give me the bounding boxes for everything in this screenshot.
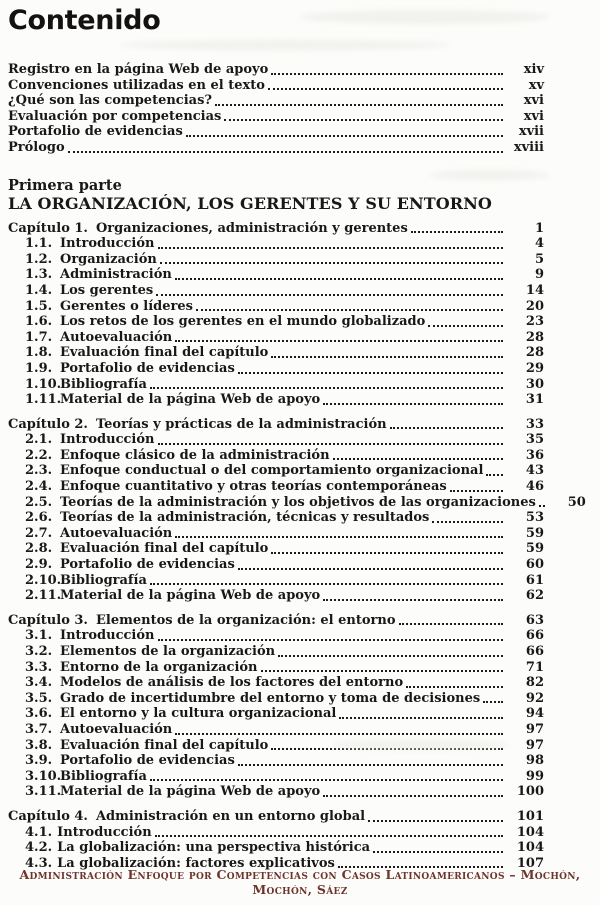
- section-title: Portafolio de evidencias: [60, 557, 235, 573]
- chapter-heading-row: [8, 417, 544, 433]
- dot-leader: [238, 568, 503, 570]
- section-number: 2.1.: [25, 432, 53, 448]
- section-row: [8, 753, 544, 769]
- section-row: [8, 722, 544, 738]
- section-row: [8, 825, 544, 841]
- page-number: 29: [525, 360, 544, 376]
- section-number: 3.4.: [25, 675, 53, 691]
- section-title: Bibliografía: [60, 376, 147, 392]
- section-row: [8, 314, 544, 330]
- dot-leader: [150, 583, 503, 585]
- section-title: Teorías de la administración, técnicas y resultados: [60, 510, 430, 526]
- section-title: Introducción: [57, 824, 152, 840]
- dot-leader: [268, 88, 503, 90]
- section-row: [8, 840, 544, 856]
- chapter-label: Capítulo 2.: [8, 416, 88, 432]
- dot-leader: [406, 686, 503, 688]
- section-row: [8, 675, 544, 691]
- chapter-block: [8, 613, 544, 800]
- toc-row-front-matter: [8, 140, 544, 156]
- section-row: [8, 706, 544, 722]
- section-title: Los retos de los gerentes en el mundo globalizado: [60, 314, 426, 330]
- section-title: Enfoque clásico de la administración: [60, 447, 330, 463]
- section-number: 2.7.: [25, 525, 53, 541]
- section-row: [8, 510, 544, 526]
- section-row: [8, 377, 544, 393]
- dot-leader: [483, 701, 503, 703]
- chapter-title: Teorías y prácticas de la administración: [95, 416, 387, 432]
- dot-leader: [271, 73, 503, 75]
- section-number: 1.8.: [25, 345, 53, 361]
- section-title: Introducción: [60, 432, 155, 448]
- dot-leader: [156, 294, 503, 296]
- section-title: Entorno de la organización: [60, 659, 258, 675]
- page-number: 82: [525, 675, 544, 691]
- dot-leader: [215, 104, 503, 106]
- toc-row-front-matter: [8, 109, 544, 125]
- section-number: 1.6.: [25, 314, 53, 330]
- page-number: xvii: [518, 124, 544, 140]
- dot-leader: [411, 231, 503, 233]
- page-number: 46: [525, 479, 544, 495]
- page-number: 66: [525, 644, 544, 659]
- section-row: [8, 738, 544, 754]
- page-number: 104: [516, 840, 544, 856]
- section-row: [8, 252, 544, 268]
- section-number: 3.9.: [25, 753, 53, 769]
- page-number: 101: [516, 808, 544, 824]
- dot-leader: [175, 278, 503, 280]
- dot-leader: [539, 505, 545, 507]
- section-number: 3.7.: [25, 721, 53, 737]
- chapter-title: Organizaciones, administración y gerentes: [95, 220, 408, 236]
- page-number: 4: [534, 236, 544, 252]
- section-row: [8, 557, 544, 573]
- section-row: [8, 784, 544, 800]
- page-number: xvi: [523, 93, 544, 109]
- dot-leader: [323, 795, 503, 797]
- toc-entry-label: Portafolio de evidencias: [8, 124, 183, 140]
- section-number: 4.1.: [25, 824, 53, 840]
- section-number: 2.8.: [25, 541, 53, 557]
- page-number: 28: [525, 329, 544, 345]
- part-heading: [8, 177, 544, 213]
- page-number: 28: [525, 345, 544, 361]
- section-title: La globalización: factores explicativos: [57, 855, 335, 871]
- section-title: Modelos de análisis de los factores del entorno: [60, 675, 404, 691]
- page-number: 100: [516, 784, 544, 800]
- page-number: 71: [525, 659, 544, 675]
- section-title: Enfoque conductual o del comportamiento organizacional: [60, 463, 484, 479]
- section-number: 1.9.: [25, 360, 53, 376]
- section-number: 1.5.: [25, 298, 53, 314]
- page-number: 99: [525, 768, 544, 784]
- part-kicker: Primera parte: [8, 176, 122, 194]
- page-number: 35: [525, 432, 544, 448]
- page-number: 5: [534, 251, 544, 267]
- chapter-block: [8, 221, 544, 408]
- section-row: [8, 526, 544, 542]
- section-title: Material de la página Web de apoyo: [60, 588, 321, 604]
- page-number: 97: [525, 721, 544, 737]
- dot-leader: [175, 536, 503, 538]
- section-title: Enfoque cuantitativo y otras teorías contemporáneas: [60, 479, 447, 495]
- section-number: 4.2.: [25, 840, 53, 856]
- toc-entry-label: ¿Qué son las competencias?: [8, 93, 213, 109]
- dot-leader: [158, 247, 504, 249]
- dot-leader: [158, 639, 504, 641]
- section-row: [8, 588, 544, 604]
- dot-leader: [238, 764, 503, 766]
- section-number: 3.8.: [25, 737, 53, 753]
- chapter-heading-row: [8, 809, 544, 825]
- dot-leader: [158, 443, 504, 445]
- front-matter-list: [8, 62, 544, 156]
- dot-leader: [278, 655, 503, 657]
- dot-leader: [224, 119, 503, 121]
- page-title: Contenido: [8, 5, 161, 36]
- section-row: [8, 479, 544, 495]
- toc-entry-label: Convenciones utilizadas en el texto: [8, 77, 265, 93]
- dot-leader: [68, 151, 503, 153]
- section-row: [8, 463, 544, 479]
- section-row: [8, 644, 544, 660]
- section-title: El entorno y la cultura organizacional: [60, 706, 337, 722]
- page-number: 63: [525, 612, 544, 628]
- page-number: 66: [525, 628, 544, 644]
- page-number: 20: [525, 298, 544, 314]
- dot-leader: [428, 325, 503, 327]
- page-number: 43: [525, 463, 544, 479]
- chapter-block: [8, 416, 586, 604]
- section-title: Los gerentes: [60, 282, 154, 298]
- section-title: Evaluación final del capítulo: [60, 541, 269, 557]
- section-title: Material de la página Web de apoyo: [60, 392, 321, 408]
- section-number: 1.3.: [25, 267, 53, 283]
- section-row: [8, 691, 544, 707]
- section-number: 2.5.: [25, 494, 53, 510]
- section-number: 2.10.: [25, 572, 62, 588]
- section-title: Administración: [60, 267, 172, 283]
- section-number: 2.4.: [25, 479, 53, 495]
- page-number: xv: [528, 77, 544, 93]
- page-number: 62: [525, 588, 544, 604]
- page-number: 59: [525, 525, 544, 541]
- section-title: Teorías de la administración y los objetivos de las organizaciones: [60, 494, 536, 510]
- section-number: 4.3.: [25, 855, 53, 871]
- dot-leader: [150, 779, 503, 781]
- section-title: Autoevaluación: [60, 525, 173, 541]
- chapter-title: Elementos de la organización: el entorno: [95, 612, 396, 628]
- section-title: Autoevaluación: [60, 721, 173, 737]
- page-number: 9: [534, 267, 544, 283]
- dot-leader: [323, 599, 503, 601]
- page-number: 50: [567, 494, 586, 510]
- toc-row-front-matter: [8, 124, 544, 140]
- page-number: 94: [525, 706, 544, 722]
- toc-row-front-matter: [8, 78, 544, 94]
- section-number: 3.10.: [25, 768, 62, 784]
- dot-leader: [175, 733, 503, 735]
- dot-leader: [399, 623, 504, 625]
- toc-entry-label: Prólogo: [8, 139, 65, 155]
- section-number: 3.1.: [25, 628, 53, 644]
- toc-row-front-matter: [8, 62, 544, 78]
- section-number: 1.10.: [25, 376, 62, 392]
- section-number: 1.1.: [25, 236, 53, 252]
- toc-entry-label: Evaluación por competencias: [8, 108, 222, 124]
- chapter-heading-row: [8, 221, 544, 237]
- dot-leader: [486, 474, 503, 476]
- section-title: Organización: [60, 251, 157, 267]
- dot-leader: [368, 820, 503, 822]
- page-number: 107: [516, 855, 544, 871]
- section-row: [8, 432, 544, 448]
- chapter-block: [8, 809, 544, 871]
- section-title: Introducción: [60, 236, 155, 252]
- section-number: 2.3.: [25, 463, 53, 479]
- page-number: 98: [525, 753, 544, 769]
- dot-leader: [390, 427, 503, 429]
- section-number: 3.2.: [25, 644, 53, 659]
- section-title: Gerentes o líderes: [60, 298, 193, 314]
- section-title: Portafolio de evidencias: [60, 360, 235, 376]
- section-number: 1.4.: [25, 282, 53, 298]
- page-number: xiv: [523, 62, 544, 77]
- section-row: [8, 628, 544, 644]
- section-row: [8, 345, 544, 361]
- section-row: [8, 330, 544, 346]
- dot-leader: [323, 403, 503, 405]
- section-number: 1.11.: [25, 392, 62, 408]
- toc-row-front-matter: [8, 93, 544, 109]
- section-title: Evaluación final del capítulo: [60, 345, 269, 361]
- page-number: 60: [525, 557, 544, 573]
- page-number: 36: [525, 447, 544, 463]
- chapter-heading-row: [8, 613, 544, 629]
- section-row: [8, 299, 544, 315]
- page-number: 33: [525, 416, 544, 432]
- section-number: 3.6.: [25, 706, 53, 722]
- section-number: 2.6.: [25, 510, 53, 526]
- chapters-list: [8, 220, 586, 872]
- section-row: [8, 392, 544, 408]
- dot-leader: [271, 552, 503, 554]
- section-row: [8, 573, 544, 589]
- section-number: 1.2.: [25, 251, 53, 267]
- section-number: 2.11.: [25, 588, 62, 604]
- dot-leader: [160, 262, 503, 264]
- section-number: 3.5.: [25, 690, 53, 706]
- page-number: 30: [525, 376, 544, 392]
- section-title: Grado de incertidumbre del entorno y toma de decisiones: [60, 690, 481, 706]
- part-title: LA ORGANIZACIÓN, LOS GERENTES Y SU ENTORNO: [8, 193, 492, 213]
- chapter-label: Capítulo 3.: [8, 612, 88, 628]
- section-title: La globalización: una perspectiva histórica: [57, 840, 371, 856]
- dot-leader: [155, 835, 503, 837]
- dot-leader: [150, 387, 503, 389]
- section-row: [8, 541, 544, 557]
- dot-leader: [450, 490, 503, 492]
- chapter-label: Capítulo 1.: [8, 220, 88, 236]
- page-number: 23: [525, 314, 544, 330]
- section-row: [8, 283, 544, 299]
- section-title: Bibliografía: [60, 572, 147, 588]
- page-number: 31: [525, 392, 544, 408]
- section-row: [8, 660, 544, 676]
- section-row: [8, 236, 544, 252]
- section-row: [8, 448, 544, 464]
- chapter-label: Capítulo 4.: [8, 808, 88, 824]
- chapter-title: Administración en un entorno global: [95, 808, 366, 824]
- dot-leader: [339, 717, 503, 719]
- dot-leader: [186, 135, 503, 137]
- toc-entry-label: Registro en la página Web de apoyo: [8, 62, 269, 77]
- section-title: Portafolio de evidencias: [60, 753, 235, 769]
- page-number: 97: [525, 737, 544, 753]
- dot-leader: [238, 372, 503, 374]
- dot-leader: [271, 356, 503, 358]
- dot-leader: [333, 458, 503, 460]
- dot-leader: [271, 748, 503, 750]
- section-title: Bibliografía: [60, 768, 147, 784]
- section-row: [8, 769, 544, 785]
- page-number: 59: [525, 541, 544, 557]
- section-title: Elementos de la organización: [60, 644, 276, 659]
- dot-leader: [261, 670, 503, 672]
- section-number: 3.3.: [25, 659, 53, 675]
- dot-leader: [432, 521, 503, 523]
- section-title: Evaluación final del capítulo: [60, 737, 269, 753]
- section-number: 2.9.: [25, 557, 53, 573]
- dot-leader: [196, 309, 503, 311]
- scan-artifact: [120, 40, 450, 50]
- section-row: [8, 267, 544, 283]
- section-row: [8, 361, 544, 377]
- page-number: xviii: [513, 139, 544, 155]
- page-number: 53: [525, 510, 544, 526]
- section-number: 1.7.: [25, 329, 53, 345]
- page-number: 61: [525, 572, 544, 588]
- section-number: 3.11.: [25, 784, 62, 800]
- section-row: [8, 494, 586, 511]
- footer-running-title: Administración Enfoque por Competencias con Casos Latinoamericanos – Mochón, Mochón, Sáez: [19, 867, 581, 897]
- page-number: 14: [525, 282, 544, 298]
- dot-leader: [373, 851, 503, 853]
- page-number: 1: [534, 220, 544, 236]
- dot-leader: [175, 340, 503, 342]
- page-number: 104: [516, 824, 544, 840]
- page-number: xvi: [523, 108, 544, 124]
- section-title: Introducción: [60, 628, 155, 644]
- section-title: Autoevaluación: [60, 329, 173, 345]
- section-number: 2.2.: [25, 447, 53, 463]
- page-number: 92: [525, 690, 544, 706]
- section-title: Material de la página Web de apoyo: [60, 784, 321, 800]
